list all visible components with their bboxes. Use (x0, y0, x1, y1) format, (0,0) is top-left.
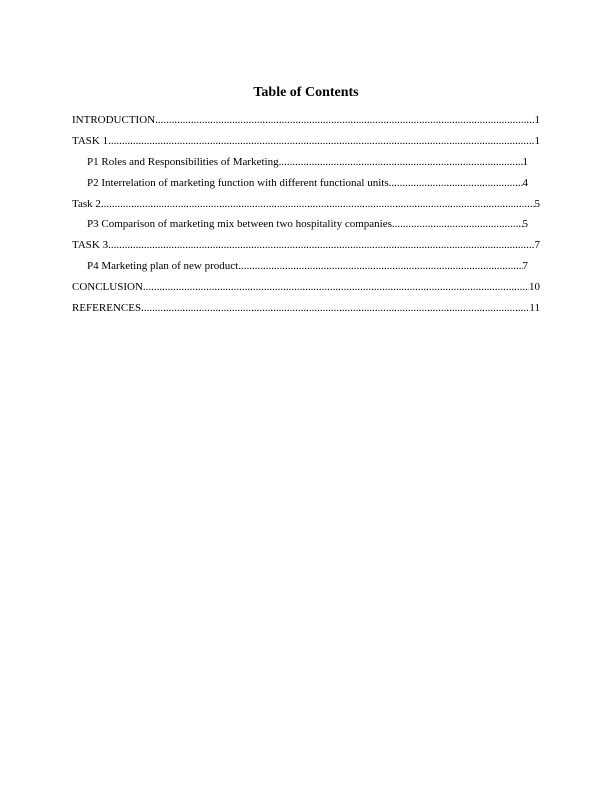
toc-entry-page: 1 (534, 134, 540, 147)
toc-dot-leader (389, 176, 523, 190)
toc-dot-leader (238, 259, 522, 273)
toc-entry-task-3[interactable] (72, 238, 540, 259)
toc-entry-references[interactable] (72, 301, 540, 322)
toc-entry-conclusion[interactable] (72, 280, 540, 301)
toc-entry-task-2[interactable] (72, 197, 540, 218)
toc-dot-leader (279, 155, 523, 169)
toc-entry-p4[interactable] (72, 259, 528, 280)
toc-entry-label: CONCLUSION (72, 281, 143, 294)
toc-entry-label: REFERENCES (72, 302, 142, 315)
toc-entry-label: P4 Marketing plan of new product (87, 260, 239, 273)
toc-entry-page: 7 (522, 260, 528, 273)
toc-entry-page: 7 (534, 239, 540, 252)
toc-entry-p3[interactable] (72, 217, 528, 238)
toc-entry-page: 1 (534, 114, 540, 126)
toc-entry-page: 1 (522, 155, 528, 168)
toc-entry-label: P1 Roles and Responsibilities of Marketing (87, 155, 279, 168)
toc-entry-label: TASK 3 (72, 239, 109, 252)
toc-dot-leader (143, 280, 529, 294)
toc-entry-page: 10 (529, 281, 540, 294)
toc-list (72, 113, 540, 322)
toc-entry-p2[interactable] (72, 176, 528, 197)
toc-entry-introduction[interactable] (72, 113, 540, 134)
toc-dot-leader (108, 238, 534, 252)
toc-entry-p1[interactable] (72, 155, 528, 176)
toc-dot-leader (392, 217, 523, 231)
toc-dot-leader (141, 301, 529, 315)
toc-entry-label: P2 Interrelation of marketing function with different functional units (87, 176, 389, 189)
toc-dot-leader (108, 134, 534, 148)
toc-dot-leader (101, 197, 535, 211)
toc-entry-label: P3 Comparison of marketing mix between two hospitality companies (87, 218, 392, 231)
toc-entry-page: 5 (534, 197, 540, 210)
toc-entry-label: Task 2 (72, 197, 101, 210)
toc-entry-page: 5 (522, 218, 528, 231)
toc-entry-label: TASK 1 (72, 134, 109, 147)
toc-entry-page: 4 (522, 176, 528, 189)
toc-entry-task-1[interactable] (72, 134, 540, 155)
toc-entry-page: 11 (529, 302, 540, 315)
toc-dot-leader (155, 113, 534, 127)
toc-entry-label: INTRODUCTION (72, 114, 156, 126)
toc-heading: Table of Contents (253, 85, 359, 100)
